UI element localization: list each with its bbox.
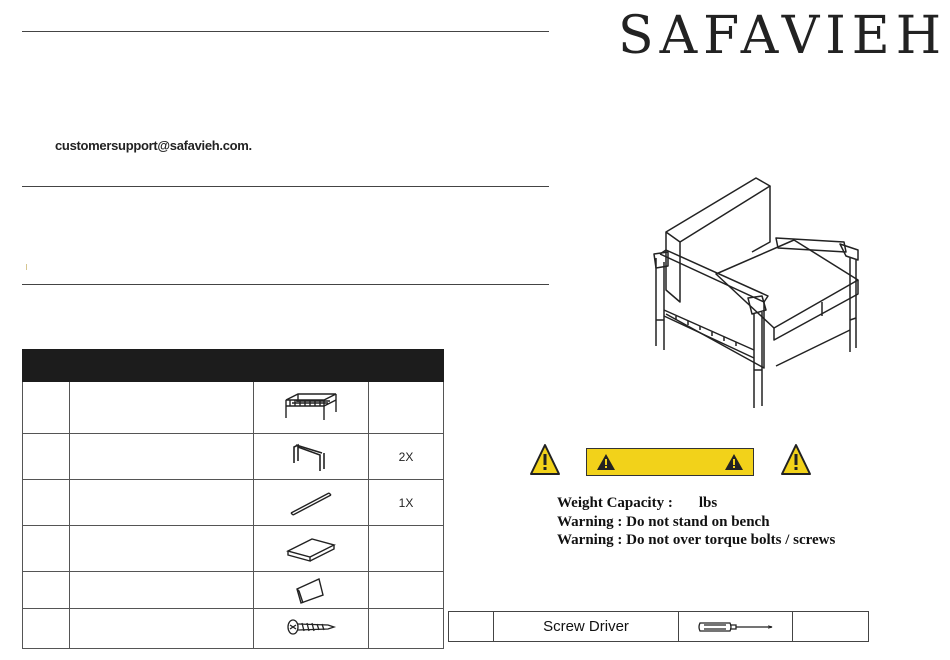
table-row: [23, 572, 444, 609]
armchair-illustration: [636, 170, 862, 410]
back-cushion-icon: [254, 572, 369, 609]
seat-cushion-icon: [254, 526, 369, 572]
table-row: [23, 434, 444, 480]
table-row: [23, 526, 444, 572]
weight-capacity-line: [557, 494, 835, 513]
armrest-frame-icon: [254, 434, 369, 480]
qty-cell: [369, 382, 444, 434]
stretcher-bar-icon: [254, 480, 369, 526]
brand-logo: SAFAVIEH: [618, 6, 948, 66]
weight-capacity-unit: lbs: [698, 495, 718, 511]
divider-middle: [22, 186, 549, 187]
table-row: [23, 480, 444, 526]
qty-cell: [369, 572, 444, 609]
warning-torque: Warning : Do not over torque bolts / screws: [557, 532, 836, 548]
safety-notes: [557, 494, 835, 550]
divider-lower: [22, 284, 549, 285]
table-row: [23, 609, 444, 649]
qty-cell: [369, 609, 444, 649]
warning-triangle-icon: [595, 452, 617, 472]
warning-triangle-icon: [529, 442, 561, 478]
screw-icon: [254, 609, 369, 649]
qty-cell: 1X: [369, 480, 444, 526]
decorative-tick: [26, 264, 27, 270]
tool-name: Screw Driver: [494, 612, 679, 642]
support-email[interactable]: customersupport@safavieh.com.: [55, 138, 252, 153]
warning-triangle-icon: [780, 442, 812, 478]
table-row: [449, 612, 869, 642]
warning-banner: [586, 448, 754, 476]
qty-cell: 2X: [369, 434, 444, 480]
warning-stand: Warning : Do not stand on bench: [557, 513, 770, 530]
parts-table-header: [23, 350, 444, 382]
parts-table: [22, 349, 444, 649]
divider-top: [22, 31, 549, 32]
seat-frame-icon: [254, 382, 369, 434]
qty-cell: [369, 526, 444, 572]
tools-table: [448, 611, 869, 642]
weight-capacity-label: Weight Capacity :: [557, 495, 673, 511]
screwdriver-icon: [679, 612, 793, 642]
table-row: [23, 382, 444, 434]
warning-triangle-icon: [723, 452, 745, 472]
